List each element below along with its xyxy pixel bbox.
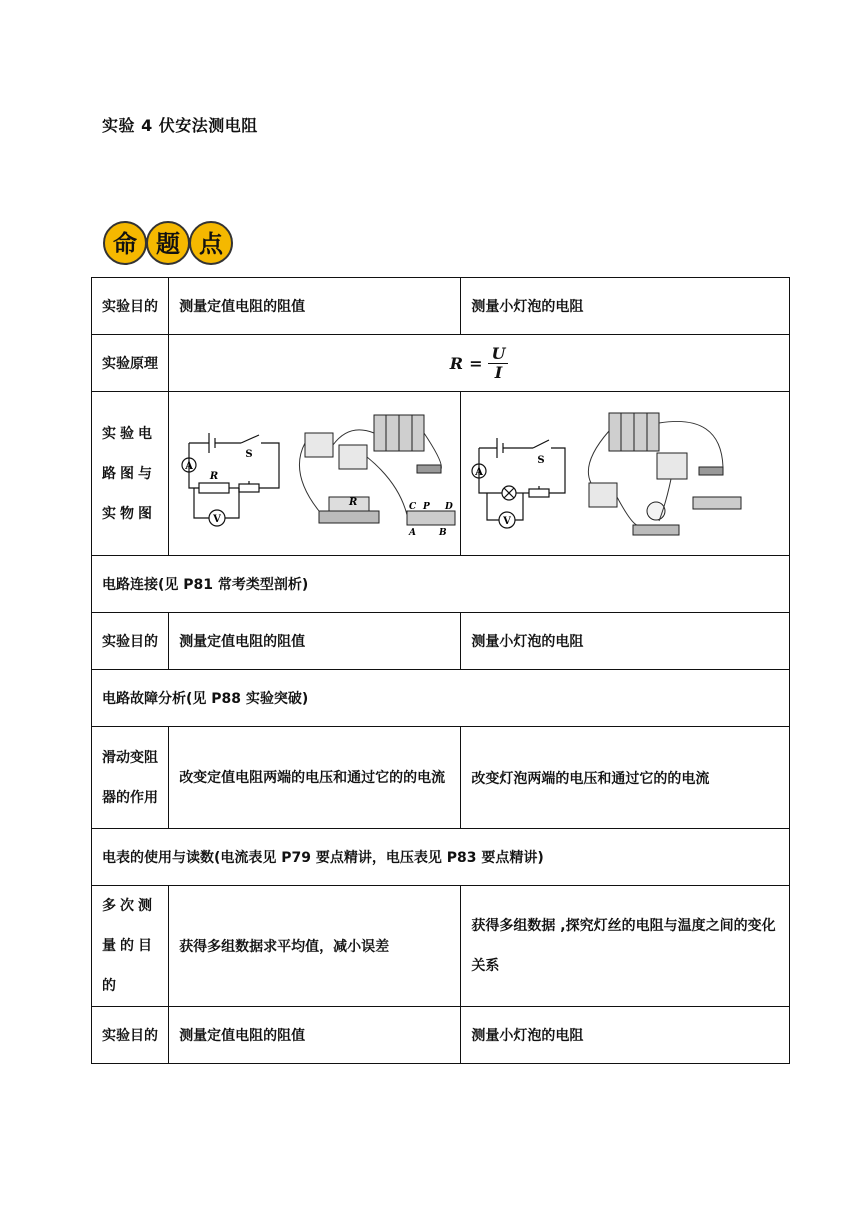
- formula-numerator: U: [488, 345, 508, 364]
- rheostat-label-c: C: [409, 501, 417, 512]
- section-badge: [102, 220, 234, 266]
- circuit-diagram-bulb: [461, 392, 790, 556]
- table-row: [92, 727, 790, 829]
- badge-char-2: 题: [156, 230, 180, 258]
- row-label: 实验目的: [92, 278, 169, 335]
- cell-resistor: 改变定值电阻两端的电压和通过它的的电流: [169, 727, 461, 829]
- cell-bulb: 测量小灯泡的电阻: [461, 278, 790, 335]
- circuit-diagram-resistor: [169, 392, 461, 556]
- table-row: [92, 829, 790, 886]
- row-label: 实验原理: [92, 335, 169, 392]
- rheostat-label-a: A: [409, 527, 417, 538]
- apparatus-resistor-label: R: [349, 496, 358, 508]
- voltmeter-symbol: V: [213, 513, 222, 525]
- cell-bulb: 测量小灯泡的电阻: [461, 1007, 790, 1064]
- table-row: [92, 886, 790, 1007]
- formula-lhs: R: [449, 353, 464, 373]
- badge-char-3: 点: [199, 230, 223, 258]
- table-row: [92, 613, 790, 670]
- cell-resistor: 测量定值电阻的阻值: [169, 1007, 461, 1064]
- cell-bulb: 改变灯泡两端的电压和通过它的的电流: [461, 727, 790, 829]
- row-label: 实验目的: [92, 1007, 169, 1064]
- row-label: 滑动变阻器的作用: [92, 727, 169, 829]
- ohm-formula: [450, 345, 509, 382]
- row-label: 实验目的: [92, 613, 169, 670]
- table-row: [92, 556, 790, 613]
- full-row-text: 电路故障分析(见 P88 实验突破): [92, 670, 790, 727]
- cell-bulb: 测量小灯泡的电阻: [461, 613, 790, 670]
- experiment-table: [91, 277, 790, 1064]
- table-row: [92, 335, 790, 392]
- cell-resistor: 测量定值电阻的阻值: [169, 278, 461, 335]
- principle-cell: [169, 335, 790, 392]
- rheostat-label-p: P: [423, 501, 430, 512]
- table-row: [92, 1007, 790, 1064]
- formula-eq: =: [469, 353, 483, 373]
- rheostat-label-d: D: [445, 501, 453, 512]
- voltmeter-symbol: V: [503, 515, 512, 527]
- ammeter-symbol: A: [185, 460, 194, 472]
- cell-bulb: 获得多组数据 ,探究灯丝的电阻与温度之间的变化关系: [461, 886, 790, 1007]
- cell-resistor: 测量定值电阻的阻值: [169, 613, 461, 670]
- formula-fraction: [488, 345, 508, 382]
- formula-denominator: I: [494, 362, 503, 382]
- full-row-text: 电路连接(见 P81 常考类型剖析): [92, 556, 790, 613]
- page-title: 实验 4 伏安法测电阻: [102, 116, 258, 135]
- full-row-text: 电表的使用与读数(电流表见 P79 要点精讲，电压表见 P83 要点精讲): [92, 829, 790, 886]
- row-label: 多次测量的目的: [92, 886, 169, 1007]
- resistor-label: R: [210, 470, 219, 482]
- cell-resistor: 获得多组数据求平均值，减小误差: [169, 886, 461, 1007]
- switch-label: S: [245, 448, 253, 460]
- rheostat-label-b: B: [439, 527, 447, 538]
- row-label: 实验电路图与实物图: [92, 392, 169, 556]
- table-row: [92, 278, 790, 335]
- ammeter-symbol: A: [475, 466, 484, 478]
- table-row: [92, 670, 790, 727]
- switch-label: S: [537, 454, 546, 466]
- badge-char-1: 命: [113, 230, 137, 258]
- table-row: [92, 392, 790, 556]
